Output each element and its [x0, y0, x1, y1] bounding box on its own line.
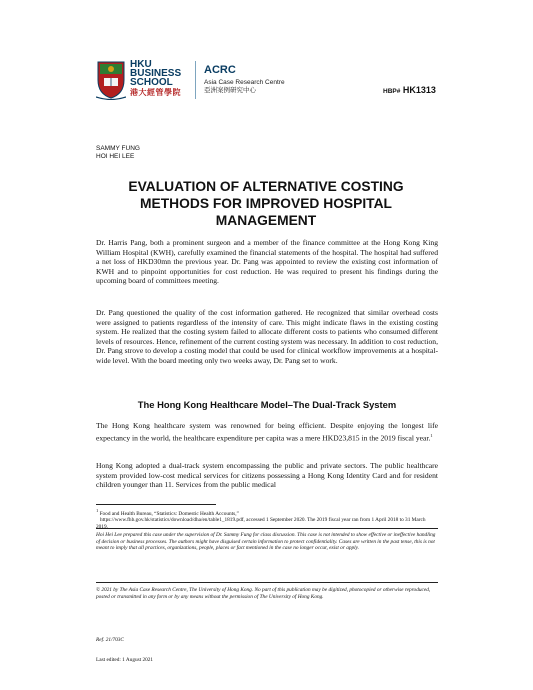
copyright-notice: © 2021 by The Asia Case Research Centre, The University of Hong Kong. No part of this publication may be digitized, photocopied or otherwise reproduced, posted or transmitted in any form or by any means without the permission of The University of Hong Kong. [96, 587, 431, 600]
title-line: METHODS FOR IMPROVED HOSPITAL [140, 196, 392, 211]
paragraph-healthcare [96, 421, 438, 443]
footnote-line-2: https://www.fhb.gov.hk/statistics/download/dha/en/table1_1819.pdf, accessed 1 September 2020. The 2019 fiscal year ran from 1 April 2018 to 31 March 2019. [96, 517, 426, 530]
author-name: HOI HEI LEE [96, 153, 135, 160]
header-divider [195, 61, 196, 99]
notice-divider [96, 528, 438, 529]
title-line: EVALUATION OF ALTERNATIVE COSTING [128, 179, 404, 194]
paragraph-intro: Dr. Harris Pang, both a prominent surgeon and a member of the finance committee at the Hong Kong King William Hospital (KWH), carefully examined the financial statements of the hospital. The hospital had suffered a net loss of HKD30mn the previous year. Dr. Pang was appointed to review the existing cost information of KWH and to pinpoint opportunities for cost reduction. He was required to present his findings during the upcoming board of committees meeting. [96, 238, 438, 285]
hku-shield-icon [96, 60, 126, 100]
copyright-divider [96, 582, 438, 583]
paragraph-dual-track: Hong Kong adopted a dual-track system encompassing the public and private sectors. The public healthcare system provided low-cost medical services for citizens possessing a Hong Kong Identity Card and for resident children younger than 11. Services from the public medical [96, 461, 438, 489]
footnote-reference[interactable]: 1 [430, 432, 433, 438]
last-edited-date: Last edited: 1 August 2021 [96, 657, 154, 663]
title-line: MANAGEMENT [215, 213, 317, 228]
footnote [96, 508, 438, 530]
case-number-value: HK1313 [402, 85, 436, 95]
centre-chinese-name: 亞洲案例研究中心 [204, 87, 256, 94]
school-line-2: BUSINESS [130, 68, 182, 79]
paragraph-text: The Hong Kong healthcare system was renowned for being efficient. Despite enjoying the longest life expectancy in the world, the healthcare expenditure per capita was a mere HKD23,815 in the 2019 fiscal year. [96, 421, 438, 443]
acrc-logo [204, 64, 285, 95]
centre-name: Asia Case Research Centre [204, 79, 285, 86]
case-preparation-notice: Hoi Hei Lee prepared this case under the supervision of Dr. Sammy Fung for class discussion. This case is not intended to show effective or ineffective handling of decision or business processes. The authors might have disguised certain information to protect confidentiality. Cases are written in the past tense, this is not meant to imply that all practices, organizations, people, places or fact mentioned in the case no longer occur, exist or apply. [96, 532, 436, 552]
school-line-3: SCHOOL [130, 77, 173, 88]
author-name: SAMMY FUNG [96, 145, 140, 152]
case-reference: Ref. 21/703C [96, 637, 124, 643]
hku-business-school-logo [96, 60, 192, 112]
paragraph-costing: Dr. Pang questioned the quality of the cost information gathered. He recognized that similar overhead costs were assigned to patients regardless of the intensity of care. This might indicate flaws in the existing costing system. He realized that the costing system failed to allocate different costs to patients who consumed different levels of resources. Hence, refinement of the current costing system was necessary. In addition to cost reduction, Dr. Pang strove to develop a costing model that could be used for clinical workflow improvements at a hospital-wide level. With the board meeting only two weeks away, Dr. Pang set to work. [96, 308, 438, 365]
hku-wordmark [130, 60, 181, 112]
school-chinese-name: 港大經管學院 [130, 88, 181, 97]
case-title [96, 178, 436, 229]
case-number-label: HBP# [383, 88, 401, 95]
footnote-marker: 1 [96, 508, 99, 513]
centre-abbreviation: ACRC [204, 64, 236, 76]
school-line-1: HKU [130, 59, 152, 70]
footnote-line-1: Food and Health Bureau, “Statistics: Domestic Health Accounts,” [99, 510, 239, 517]
case-number [383, 85, 436, 95]
authors [96, 145, 140, 161]
footnote-divider [96, 504, 216, 505]
section-heading: The Hong Kong Healthcare Model–The Dual-Track System [137, 399, 397, 410]
